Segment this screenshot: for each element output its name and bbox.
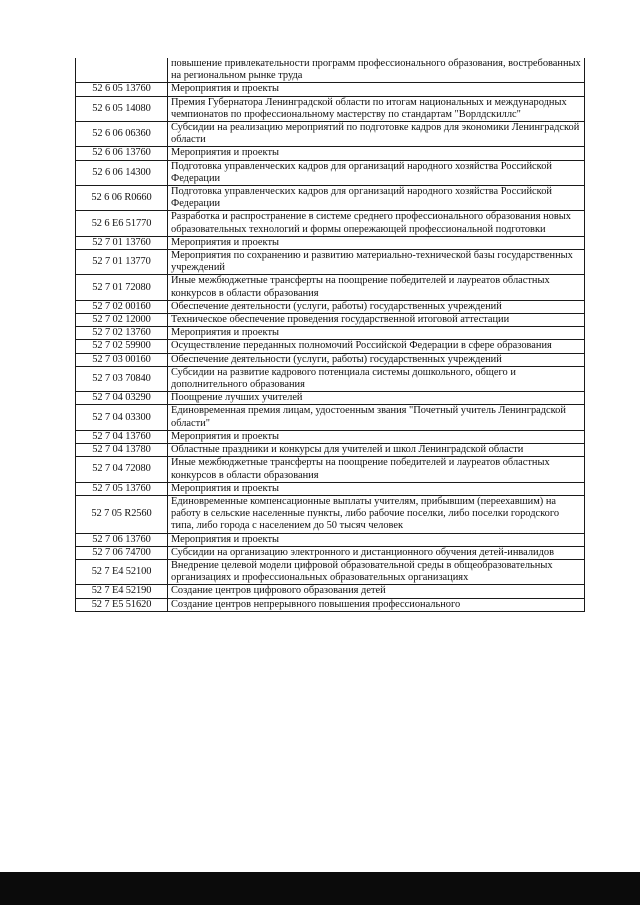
table-row bbox=[76, 83, 585, 96]
code-cell: 52 7 03 70840 bbox=[76, 366, 168, 391]
description-cell: Премия Губернатора Ленинградской области по итогам национальных и международных чемпионатов по профессиональному мастерству по стандартам "Ворлдскиллс" bbox=[168, 96, 585, 121]
description-cell: Техническое обеспечение проведения государственной итоговой аттестации bbox=[168, 314, 585, 327]
description-cell: повышение привлекательности программ профессионального образования, востребованных на региональном рынке труда bbox=[168, 58, 585, 83]
scan-bottom-edge bbox=[0, 872, 640, 905]
description-cell: Создание центров непрерывного повышения профессионального bbox=[168, 598, 585, 611]
table-row bbox=[76, 353, 585, 366]
table-row bbox=[76, 147, 585, 160]
description-cell: Мероприятия и проекты bbox=[168, 482, 585, 495]
table-row bbox=[76, 585, 585, 598]
code-cell: 52 7 E4 52100 bbox=[76, 559, 168, 584]
code-cell: 52 7 06 13760 bbox=[76, 533, 168, 546]
code-cell: 52 7 04 03290 bbox=[76, 392, 168, 405]
code-cell: 52 7 04 03300 bbox=[76, 405, 168, 430]
description-cell: Иные межбюджетные трансферты на поощрение победителей и лауреатов областных конкурсов в области образования bbox=[168, 275, 585, 300]
table-row bbox=[76, 457, 585, 482]
code-cell: 52 7 03 00160 bbox=[76, 353, 168, 366]
description-cell: Субсидии на развитие кадрового потенциала системы дошкольного, общего и дополнительного образования bbox=[168, 366, 585, 391]
table-row bbox=[76, 58, 585, 83]
table-row bbox=[76, 405, 585, 430]
table-row bbox=[76, 327, 585, 340]
code-cell: 52 7 04 13780 bbox=[76, 444, 168, 457]
table-row bbox=[76, 430, 585, 443]
budget-code-table bbox=[75, 58, 585, 612]
code-cell: 52 7 01 13760 bbox=[76, 236, 168, 249]
description-cell: Осуществление переданных полномочий Российской Федерации в сфере образования bbox=[168, 340, 585, 353]
description-cell: Обеспечение деятельности (услуги, работы) государственных учреждений bbox=[168, 300, 585, 313]
code-cell: 52 7 E5 51620 bbox=[76, 598, 168, 611]
code-cell: 52 7 06 74700 bbox=[76, 546, 168, 559]
code-cell: 52 7 02 00160 bbox=[76, 300, 168, 313]
description-cell: Мероприятия и проекты bbox=[168, 533, 585, 546]
code-cell: 52 7 04 72080 bbox=[76, 457, 168, 482]
description-cell: Мероприятия по сохранению и развитию материально-технической базы государственных учреждений bbox=[168, 250, 585, 275]
table-row bbox=[76, 275, 585, 300]
code-cell: 52 7 02 12000 bbox=[76, 314, 168, 327]
description-cell: Поощрение лучших учителей bbox=[168, 392, 585, 405]
description-cell: Субсидии на организацию электронного и дистанционного обучения детей-инвалидов bbox=[168, 546, 585, 559]
code-cell: 52 6 05 14080 bbox=[76, 96, 168, 121]
description-cell: Субсидии на реализацию мероприятий по подготовке кадров для экономики Ленинградской области bbox=[168, 122, 585, 147]
description-cell: Единовременные компенсационные выплаты учителям, прибывшим (переехавшим) на работу в сельские населенные пункты, либо рабочие поселки, либо поселки городского типа, либо города с населением до 50 тысяч человек bbox=[168, 495, 585, 533]
code-cell: 52 7 E4 52190 bbox=[76, 585, 168, 598]
code-cell: 52 7 02 59900 bbox=[76, 340, 168, 353]
table-row bbox=[76, 546, 585, 559]
description-cell: Мероприятия и проекты bbox=[168, 430, 585, 443]
description-cell: Обеспечение деятельности (услуги, работы) государственных учреждений bbox=[168, 353, 585, 366]
code-cell: 52 6 06 13760 bbox=[76, 147, 168, 160]
table-row bbox=[76, 444, 585, 457]
description-cell: Мероприятия и проекты bbox=[168, 147, 585, 160]
code-cell bbox=[76, 58, 168, 83]
table-row bbox=[76, 314, 585, 327]
description-cell: Иные межбюджетные трансферты на поощрение победителей и лауреатов областных конкурсов в области образования bbox=[168, 457, 585, 482]
code-cell: 52 6 06 R0660 bbox=[76, 186, 168, 211]
code-cell: 52 6 06 06360 bbox=[76, 122, 168, 147]
code-cell: 52 6 05 13760 bbox=[76, 83, 168, 96]
table-row bbox=[76, 211, 585, 236]
table-row bbox=[76, 340, 585, 353]
table-row bbox=[76, 186, 585, 211]
code-cell: 52 7 02 13760 bbox=[76, 327, 168, 340]
code-cell: 52 7 01 72080 bbox=[76, 275, 168, 300]
description-cell: Мероприятия и проекты bbox=[168, 83, 585, 96]
table-row bbox=[76, 366, 585, 391]
table-row bbox=[76, 533, 585, 546]
description-cell: Подготовка управленческих кадров для организаций народного хозяйства Российской Федерации bbox=[168, 160, 585, 185]
description-cell: Разработка и распространение в системе среднего профессионального образования новых образовательных технологий и формы опережающей профессиональной подготовки bbox=[168, 211, 585, 236]
table-row bbox=[76, 236, 585, 249]
table-row bbox=[76, 122, 585, 147]
code-cell: 52 7 04 13760 bbox=[76, 430, 168, 443]
description-cell: Мероприятия и проекты bbox=[168, 236, 585, 249]
code-cell: 52 6 06 14300 bbox=[76, 160, 168, 185]
code-cell: 52 7 05 13760 bbox=[76, 482, 168, 495]
description-cell: Создание центров цифрового образования детей bbox=[168, 585, 585, 598]
table-body bbox=[76, 58, 585, 611]
table-row bbox=[76, 300, 585, 313]
table-row bbox=[76, 495, 585, 533]
table-row bbox=[76, 598, 585, 611]
code-cell: 52 7 05 R2560 bbox=[76, 495, 168, 533]
table-row bbox=[76, 250, 585, 275]
description-cell: Мероприятия и проекты bbox=[168, 327, 585, 340]
table-row bbox=[76, 160, 585, 185]
description-cell: Подготовка управленческих кадров для организаций народного хозяйства Российской Федерации bbox=[168, 186, 585, 211]
code-cell: 52 7 01 13770 bbox=[76, 250, 168, 275]
description-cell: Внедрение целевой модели цифровой образовательной среды в общеобразовательных организациях и профессиональных образовательных организациях bbox=[168, 559, 585, 584]
table-row bbox=[76, 392, 585, 405]
table-row bbox=[76, 559, 585, 584]
description-cell: Областные праздники и конкурсы для учителей и школ Ленинградской области bbox=[168, 444, 585, 457]
table-row bbox=[76, 482, 585, 495]
table-row bbox=[76, 96, 585, 121]
code-cell: 52 6 E6 51770 bbox=[76, 211, 168, 236]
description-cell: Единовременная премия лицам, удостоенным звания "Почетный учитель Ленинградской области" bbox=[168, 405, 585, 430]
